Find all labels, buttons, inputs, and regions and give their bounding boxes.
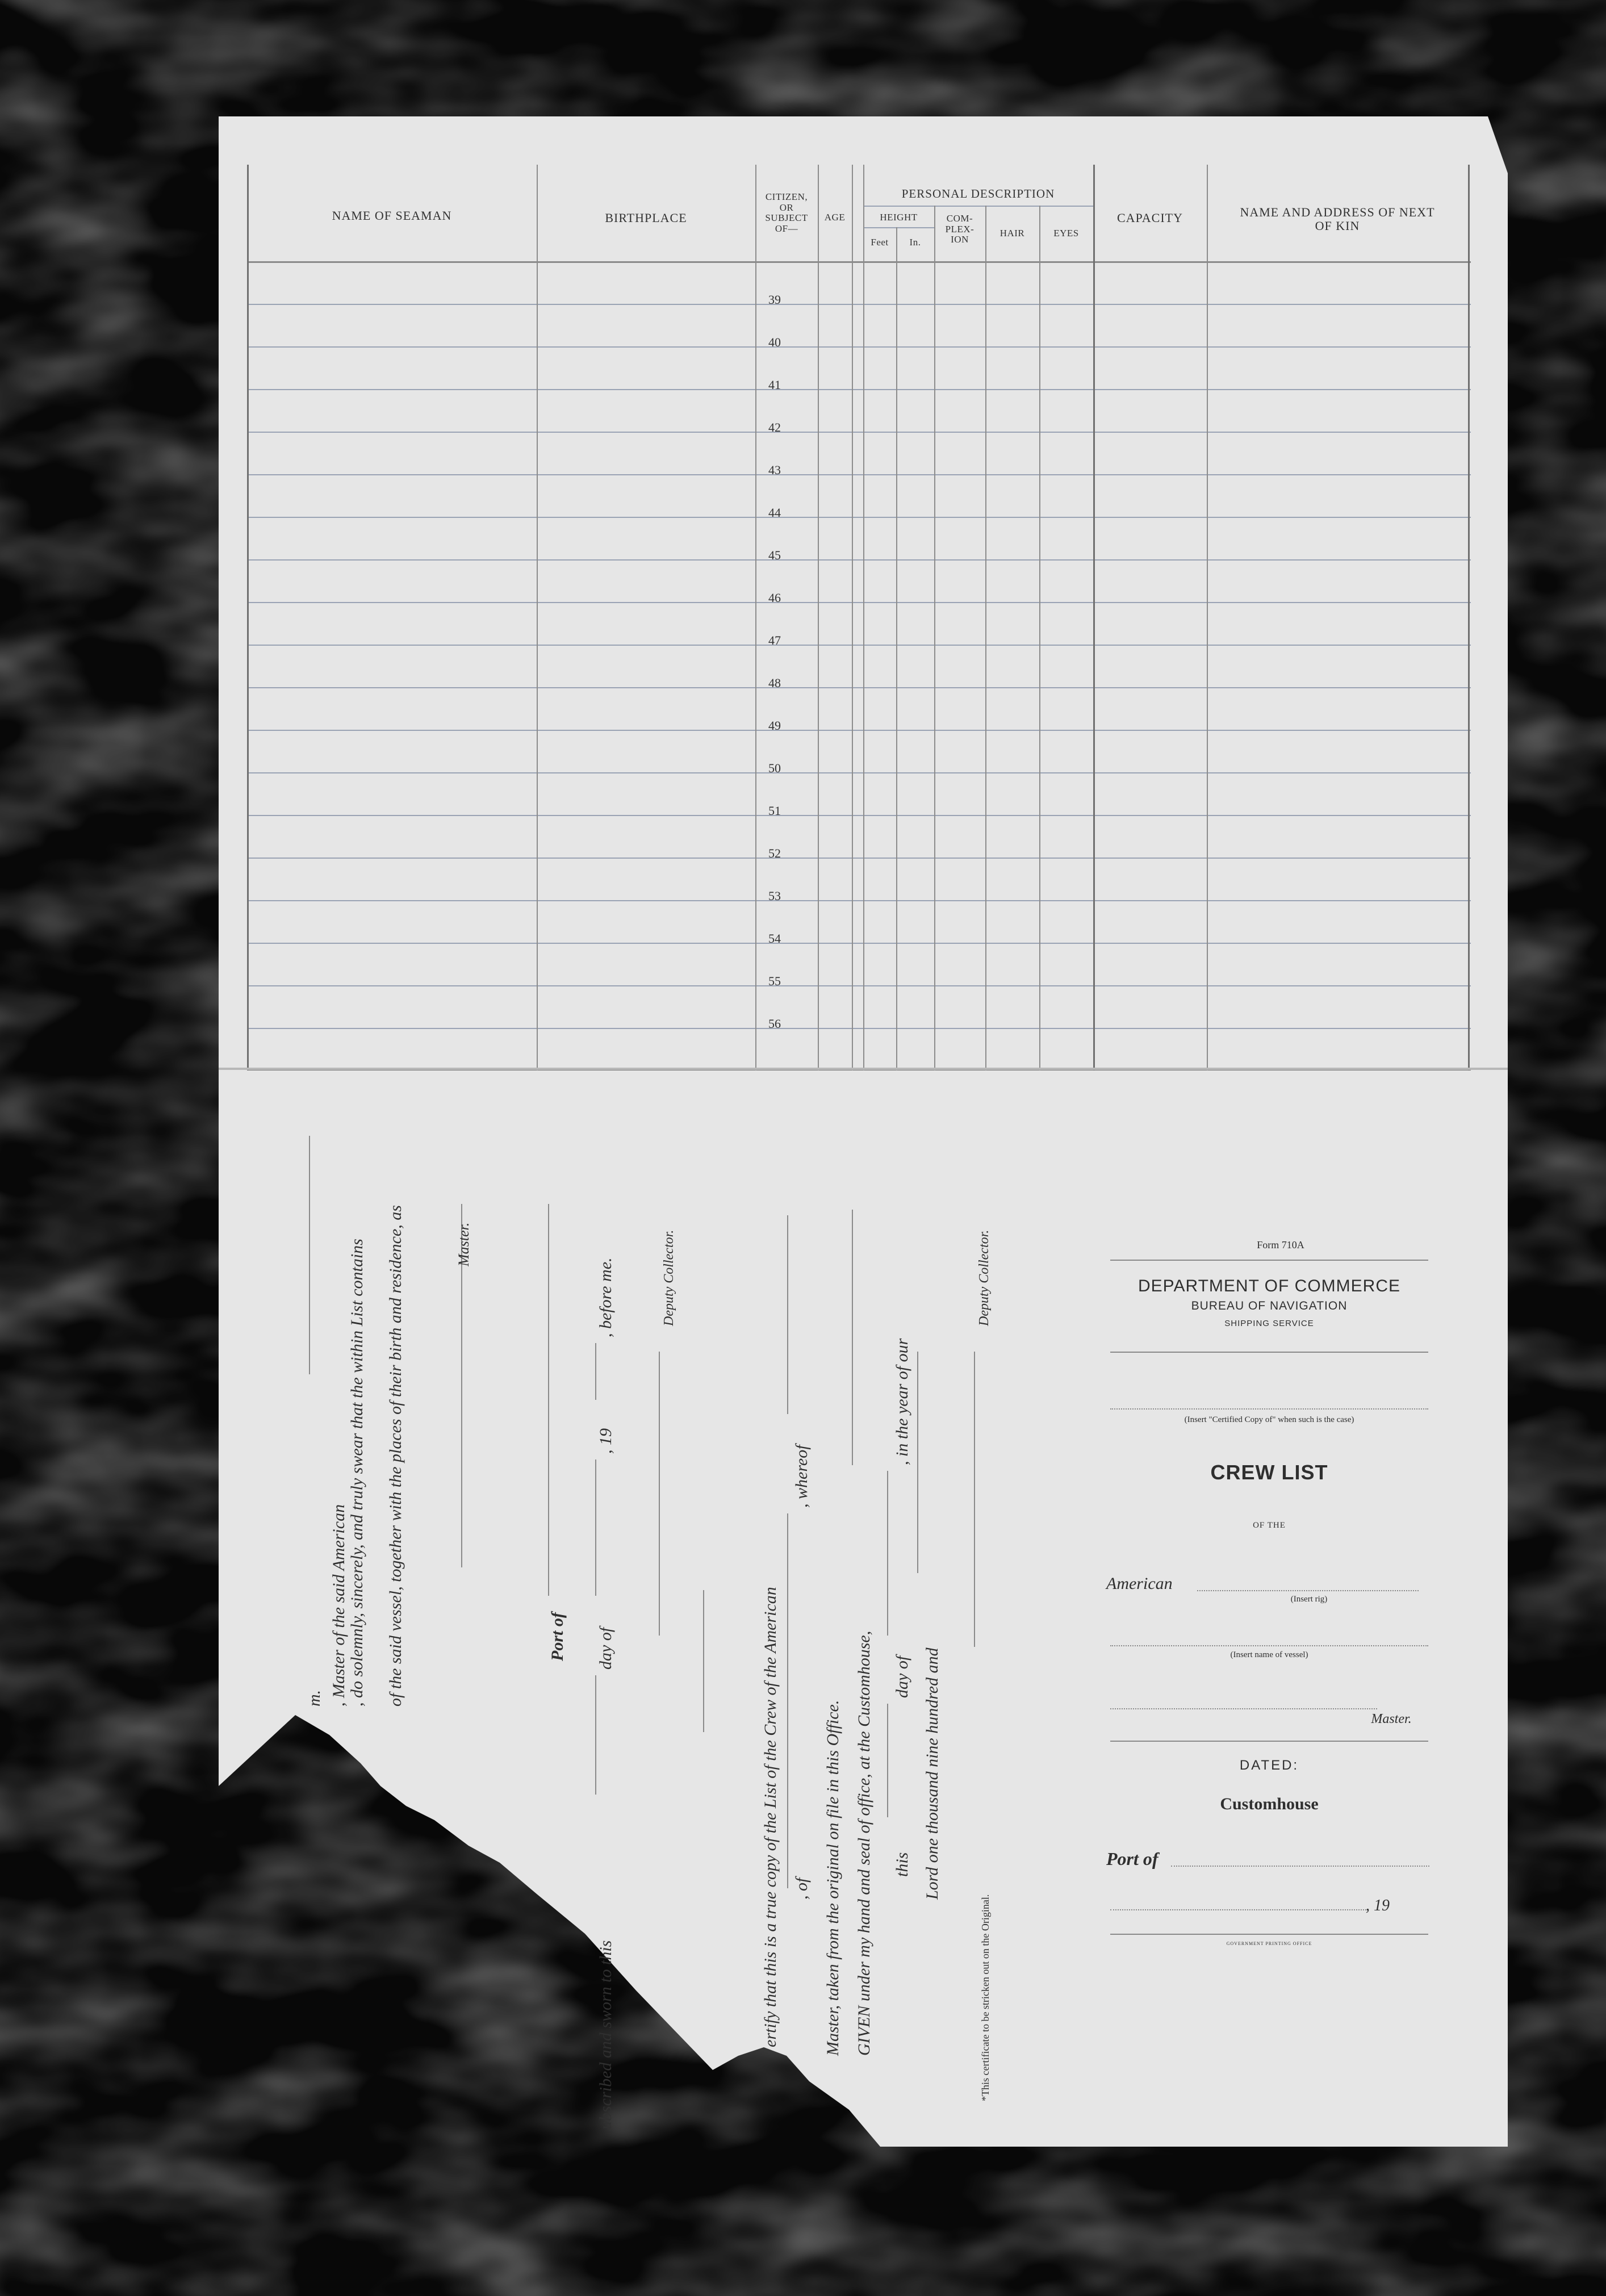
header-capacity: CAPACITY [1117, 211, 1183, 225]
cert-blank-customhouse [852, 1210, 853, 1465]
cover-department: DEPARTMENT OF COMMERCE [1137, 1277, 1401, 1295]
row-rule [247, 432, 1471, 433]
oath-port-of: Port of [548, 1612, 567, 1661]
cover-blank-vessel [1110, 1645, 1428, 1646]
oath-before-me: , before me. [596, 1257, 615, 1337]
personal-description-rule [863, 206, 1093, 207]
row-rule [247, 687, 1471, 688]
cert-blank-year [917, 1352, 918, 1573]
col-rule [1039, 206, 1040, 1070]
cover-form-number: Form 710A [1257, 1239, 1304, 1251]
oath-blank-port [548, 1204, 549, 1596]
header-complexion: COM- PLEX- ION [945, 213, 975, 245]
row-number: 39 [768, 292, 781, 307]
row-number: 55 [768, 974, 781, 988]
header-birthplace: BIRTHPLACE [605, 211, 687, 225]
height-rule [863, 227, 934, 228]
cover-bureau: BUREAU OF NAVIGATION [1191, 1299, 1348, 1312]
row-rule [247, 389, 1471, 390]
cert-whereof: , whereof [792, 1445, 811, 1508]
oath-blank-month [595, 1459, 596, 1596]
cert-blank-vessel [787, 1513, 788, 1888]
header-name-of-seaman: NAME OF SEAMAN [332, 208, 452, 223]
header-height: HEIGHT [880, 212, 918, 223]
col-rule [1468, 165, 1470, 1070]
row-rule [247, 730, 1471, 731]
cover-year-19: , 19 [1366, 1897, 1390, 1914]
cover-rule [1110, 1934, 1428, 1935]
row-number: 49 [768, 718, 781, 733]
oath-line-4: m. [305, 1689, 324, 1707]
cert-blank-month [887, 1471, 888, 1636]
header-rule [247, 261, 1471, 263]
oath-master-label: Master. [455, 1222, 472, 1266]
row-rule [247, 602, 1471, 603]
row-number: 47 [768, 633, 781, 647]
cert-day-of: day of [893, 1655, 911, 1698]
row-rule [247, 645, 1471, 646]
cert-blank-master [787, 1215, 788, 1414]
col-rule [934, 206, 935, 1070]
col-rule [537, 165, 538, 1070]
row-number: 45 [768, 548, 781, 562]
header-next-of-kin: NAME AND ADDRESS OF NEXT OF KIN [1240, 205, 1435, 233]
oath-blank-year [595, 1343, 596, 1400]
row-number: 56 [768, 1017, 781, 1031]
cert-line-1: ertify that this is a true copy of the List of the Crew of the American [761, 1587, 780, 2047]
row-number: 42 [768, 420, 781, 434]
section-divider [703, 1590, 704, 1732]
oath-blank-day [595, 1675, 596, 1795]
col-rule [1093, 165, 1095, 1070]
row-number: 44 [768, 505, 781, 520]
header-hair: HAIR [999, 228, 1025, 239]
row-number: 40 [768, 335, 781, 349]
row-rule [247, 346, 1471, 348]
row-rule [247, 1028, 1471, 1029]
row-rule [247, 772, 1471, 773]
seaman-table [247, 165, 1471, 1070]
header-personal-description: PERSONAL DESCRIPTION [901, 187, 1055, 200]
row-number: 46 [768, 591, 781, 605]
col-rule [818, 165, 819, 1070]
header-eyes: EYES [1053, 228, 1079, 239]
cert-line-4: GIVEN under my hand and seal of office, at the Customhouse, [855, 1630, 873, 2056]
oath-line-1: , Master of the said American [329, 1504, 348, 1707]
oath-subscribed: ubscribed and sworn to this [596, 1940, 615, 2130]
oath-blank-collector [659, 1352, 660, 1636]
row-number: 54 [768, 931, 781, 946]
cover-dated: DATED: [1239, 1758, 1299, 1773]
oath-line-3: of the said vessel, together with the places of their birth and residence, as [386, 1205, 405, 1707]
row-number: 52 [768, 846, 781, 860]
cert-blank-collector [974, 1352, 975, 1647]
cover-port-of: Port of [1106, 1848, 1159, 1869]
cover-insert-certified: (Insert "Certified Copy of" when such is the case) [1184, 1415, 1354, 1424]
row-number: 48 [768, 676, 781, 690]
row-number: 50 [768, 761, 781, 775]
cover-blank-master [1110, 1708, 1377, 1709]
col-rule [1207, 165, 1208, 1070]
row-rule [247, 985, 1471, 986]
row-rule [247, 304, 1471, 305]
header-age: AGE [824, 212, 846, 223]
row-number: 51 [768, 804, 781, 818]
cover-rule [1110, 1260, 1428, 1261]
cover-blank-rig [1197, 1590, 1419, 1591]
col-rule [247, 165, 249, 1070]
oath-blank-master-name [309, 1136, 310, 1374]
oath-line-2: , do solemnly, sincerely, and truly swear that the within List contains [348, 1239, 366, 1707]
row-rule [247, 559, 1471, 561]
row-number: 43 [768, 463, 781, 477]
cert-of: , of [792, 1877, 811, 1900]
oath-day-of: day of [596, 1627, 615, 1670]
header-inches: In. [909, 237, 921, 248]
row-number: 53 [768, 889, 781, 903]
cover-rule [1110, 1352, 1428, 1353]
col-rule [896, 227, 897, 1070]
cover-insert-vessel: (Insert name of vessel) [1230, 1650, 1308, 1659]
cert-lord: Lord one thousand nine hundred and [923, 1647, 942, 1900]
cover-of-the: OF THE [1253, 1521, 1286, 1530]
cert-in-the-year: , in the year of our [893, 1338, 911, 1465]
row-rule [247, 517, 1471, 518]
row-number: 41 [768, 378, 781, 392]
header-citizen: CITIZEN, OR SUBJECT OF— [765, 191, 808, 235]
row-rule [247, 474, 1471, 475]
cover-crew-list-title: CREW LIST [1210, 1461, 1328, 1484]
cover-blank-certified [1110, 1408, 1428, 1410]
cover-master-label: Master. [1371, 1712, 1412, 1726]
cover-rule [1110, 1741, 1428, 1742]
cover-service: SHIPPING SERVICE [1224, 1319, 1314, 1328]
cert-footnote: *This certificate to be stricken out on the Original. [980, 1894, 991, 2101]
row-rule [247, 900, 1471, 901]
col-rule [863, 165, 864, 1070]
cover-printing-office: GOVERNMENT PRINTING OFFICE [1226, 1941, 1312, 1946]
row-rule [247, 815, 1471, 816]
row-rule [247, 943, 1471, 944]
cover-insert-rig: (Insert rig) [1290, 1595, 1328, 1604]
oath-deputy-collector: Deputy Collector. [662, 1229, 676, 1326]
cert-line-3: Master, taken from the original on file in this Office. [823, 1700, 842, 2056]
cover-blank-date [1110, 1909, 1369, 1910]
header-feet: Feet [871, 237, 889, 248]
cover-customhouse: Customhouse [1220, 1795, 1319, 1813]
col-rule [852, 165, 853, 1070]
cert-blank-day [887, 1704, 888, 1817]
fold-crease [219, 1068, 1508, 1070]
cover-american: American [1106, 1574, 1173, 1593]
col-rule [985, 206, 986, 1070]
cert-this: this [893, 1852, 911, 1877]
cert-deputy-collector: Deputy Collector. [977, 1229, 992, 1326]
cover-blank-port [1171, 1866, 1429, 1867]
row-rule [247, 858, 1471, 859]
oath-year-19: , 19 [596, 1428, 615, 1454]
